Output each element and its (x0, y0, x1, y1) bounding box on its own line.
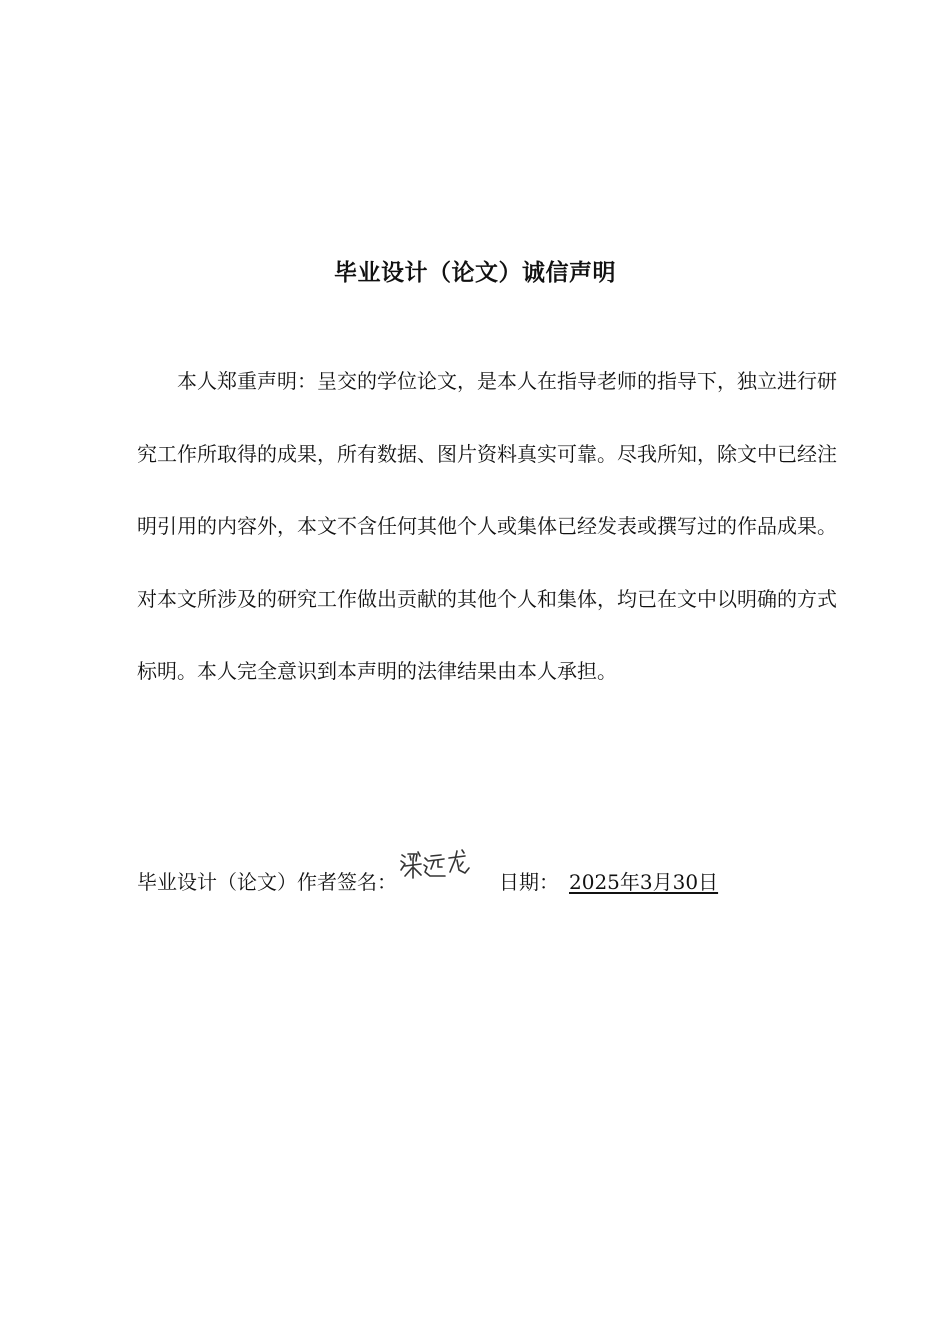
date-value: 2025年3月30日 (569, 870, 719, 894)
signature-line (137, 862, 857, 898)
page-title: 毕业设计（论文）诚信声明 (334, 260, 616, 286)
handwritten-signature (397, 846, 477, 886)
date-label: 日期： (499, 870, 559, 894)
signature-label: 毕业设计（论文）作者签名： (137, 870, 397, 894)
signature-image (397, 846, 477, 886)
declaration-body: 本人郑重声明：呈交的学位论文，是本人在指导老师的指导下，独立进行研究工作所取得的成果，所有数据、图片资料真实可靠。尽我所知，除文中已经注明引用的内容外，本文不含任何其他个人或集体已经发表或撰写过的作品成果。对本文所涉及的研究工作做出贡献的其他个人和集体，均已在文中以明确的方式标明。本人完全意识到本声明的法律结果由本人承担。 (137, 369, 837, 683)
